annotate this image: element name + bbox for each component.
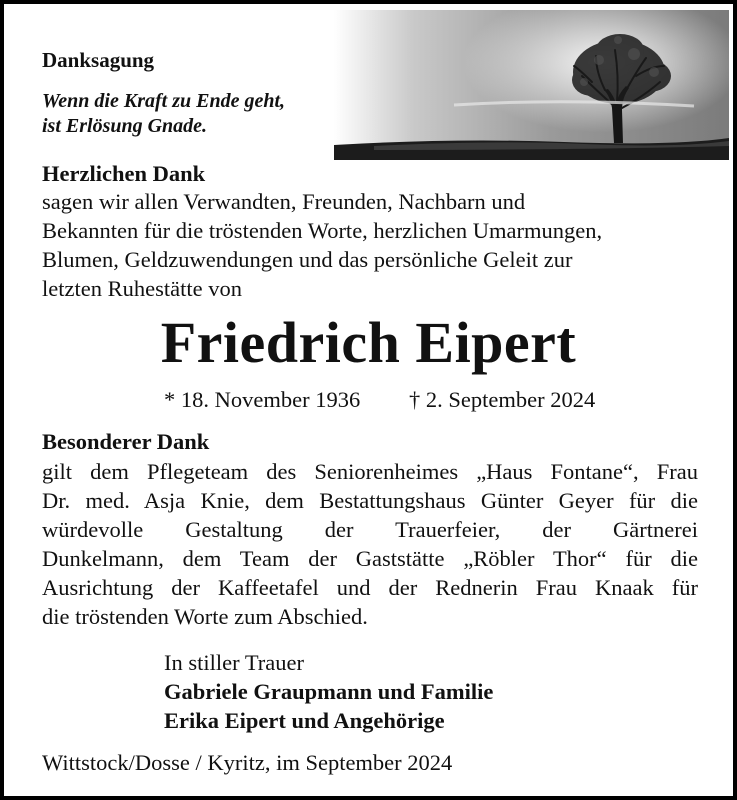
thanks-line: letzten Ruhestätte von <box>42 276 242 301</box>
death-date: † 2. September 2024 <box>409 387 596 412</box>
special-thanks-heading: Besonderer Dank <box>42 429 210 454</box>
special-thanks-line: gilt dem Pflegeteam des Seniorenheimes „Haus Fontane“, Frau <box>42 459 698 484</box>
motto-line-1: Wenn die Kraft zu Ende geht, <box>42 90 285 112</box>
landscape-tree-image <box>334 10 729 160</box>
special-thanks-line: Dunkelmann, dem Team der Gaststätte „Röbler Thor“ für die <box>42 546 698 571</box>
deceased-name: Friedrich Eipert <box>160 310 577 375</box>
mourner-name: Erika Eipert und Angehörige <box>164 708 445 733</box>
motto-line-2: ist Erlösung Gnade. <box>42 115 208 137</box>
thanks-line: Blumen, Geldzuwendungen und das persönliche Geleit zur <box>42 247 573 272</box>
special-thanks-line: Dr. med. Asja Knie, dem Bestattungshaus Günter Geyer für die <box>42 488 698 513</box>
special-thanks-line: Ausrichtung der Kaffeetafel und der Rednerin Frau Knaak für <box>42 575 698 600</box>
notice-title: Danksagung <box>42 48 155 72</box>
mourning-intro: In stiller Trauer <box>164 650 304 675</box>
place-and-date: Wittstock/Dosse / Kyritz, im September 2024 <box>42 750 453 775</box>
thanks-line: Bekannten für die tröstenden Worte, herzlichen Umarmungen, <box>42 218 603 243</box>
mourner-name: Gabriele Graupmann und Familie <box>164 679 494 704</box>
tree-icon <box>334 10 729 160</box>
thanks-line: sagen wir allen Verwandten, Freunden, Nachbarn und <box>42 189 526 214</box>
special-thanks-line: würdevolle Gestaltung der Trauerfeier, der Gärtnerei <box>42 517 698 542</box>
special-thanks-line: die tröstenden Worte zum Abschied. <box>42 604 368 629</box>
birth-date: * 18. November 1936 <box>164 387 361 412</box>
thanks-heading: Herzlichen Dank <box>42 161 206 186</box>
